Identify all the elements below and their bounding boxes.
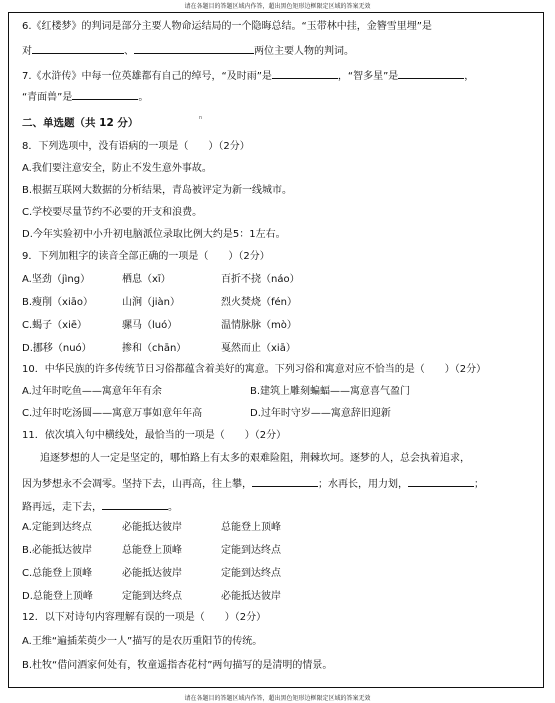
q11-a-col2: 必能抵达彼岸 [122,522,182,533]
q7-text-end2: 。 [138,92,149,103]
q9-b-col3: 烈火焚烧（fén） [221,297,298,308]
q6-blank-1[interactable] [32,43,124,54]
q11-c-col2: 必能抵达彼岸 [122,568,182,579]
q9-b-col2: 山涧（jiàn） [122,297,181,308]
q6-line1: 6.《红楼梦》的判词是部分主要人物命运结局的一个隐晦总结。“玉带林中挂，金簪雪里埋”是 [22,21,432,32]
q9-c-col1: C.蝎子（xiē） [22,320,88,331]
q12-option-a[interactable]: A.王维“遍插茱萸少一人”描写的是农历重阳节的传统。 [22,636,263,647]
q9-d-col1: D.挪移（nuó） [22,343,92,354]
q6-line2 [22,43,354,59]
q11-passage-text-end: ； [474,479,484,490]
q11-a-col3: 总能登上顶峰 [221,522,281,533]
q12-option-b[interactable]: B.杜牧“借问酒家何处有，牧童遥指杏花村”两句描写的是清明的情景。 [22,660,333,671]
q7-text-c: “青面兽”是 [22,92,73,103]
q10-option-c[interactable]: C.过年时吃汤圆——寓意万事如意年年高 [22,408,203,419]
q9-d-col3: 戛然而止（xiā） [221,343,296,354]
q11-b-col2: 总能登上顶峰 [122,545,182,556]
q6-suffix: 两位主要人物的判词。 [254,46,354,57]
q10-option-d[interactable]: D.过年时守岁——寓意辞旧迎新 [250,408,391,419]
q11-d-col2: 定能到达终点 [122,591,182,602]
q11-passage-line3 [22,499,178,515]
q11-c-col3: 定能到达终点 [221,568,281,579]
q11-b-col3: 定能到达终点 [221,545,281,556]
q9-c-col3: 温情脉脉（mò） [221,320,297,331]
q7-line1 [22,68,474,84]
q11-passage-text-a: 因为梦想永不会凋零。坚持下去，山再高，往上攀， [22,479,252,490]
q7-text-b: ，“智多星”是 [337,71,399,82]
q10-option-a[interactable]: A.过年时吃鱼——寓意年年有余 [22,386,162,397]
q9-b-col1: B.瘦削（xiāo） [22,297,93,308]
q11-blank-3[interactable] [102,499,168,510]
q11-passage-text-b: ；水再长，用力划， [318,479,408,490]
q11-passage-line1: 追逐梦想的人一定是坚定的，哪怕路上有太多的艰难险阻，荆棘坎坷。逐梦的人，总会执着追求， [40,453,470,464]
q10-stem: 10．中华民族的许多传统节日习俗都蕴含着美好的寓意。下列习俗和寓意对应不恰当的是（ ）（2分） [22,364,487,375]
q11-passage-text-c: 路再远，走下去， [22,502,102,513]
q7-blank-1[interactable] [272,68,338,79]
q11-c-col1: C.总能登上顶峰 [22,568,93,579]
q8-option-d[interactable]: D.今年实验初中小升初电脑派位录取比例大约是5：1左右。 [22,229,286,240]
q11-stem: 11．依次填入句中横线处，最恰当的一项是（ ）（2分） [22,430,287,441]
q11-a-col1: A.定能到达终点 [22,522,92,533]
q6-separator: 、 [124,46,134,57]
section-title: 二、单选题（共 12 分） [22,117,139,129]
q9-a-col1: A.坚劲（jìng） [22,274,91,285]
q8-option-c[interactable]: C.学校要尽量节约不必要的开支和浪费。 [22,207,203,218]
q9-stem: 9．下列加粗字的读音全部正确的一项是（ ）（2分） [22,251,270,262]
stray-mark: n [199,115,203,121]
q6-blank-2[interactable] [134,43,254,54]
q8-option-a[interactable]: A.我们要注意安全，防止不发生意外事故。 [22,163,212,174]
q11-d-col3: 必能抵达彼岸 [221,591,281,602]
q11-blank-2[interactable] [408,476,474,487]
q6-prefix: 对 [22,46,32,57]
q9-a-col2: 栖息（xī） [122,274,171,285]
q11-passage-text-end2: 。 [168,502,178,513]
q8-option-b[interactable]: B.根据互联网大数据的分析结果，青岛被评定为新一线城市。 [22,185,293,196]
q8-stem: 8．下列选项中，没有语病的一项是（ ）（2分） [22,141,250,152]
top-notice: 请在各题目的答题区域内作答，超出黑色矩形边框限定区域的答案无效 [184,3,371,10]
q7-blank-3[interactable] [72,89,138,100]
q10-option-b[interactable]: B.建筑上雕刻蝙蝠——寓意喜气盈门 [250,386,411,397]
q7-text-end: ， [464,71,475,82]
q9-c-col2: 骡马（luó） [122,320,178,331]
q9-d-col2: 掺和（chān） [122,343,187,354]
q12-stem: 12．以下对诗句内容理解有误的一项是（ ）（2分） [22,612,267,623]
q11-b-col1: B.必能抵达彼岸 [22,545,93,556]
q11-blank-1[interactable] [252,476,318,487]
bottom-notice: 请在各题目的答题区域内作答，超出黑色矩形边框限定区域的答案无效 [184,695,371,702]
q11-passage-line2 [22,476,484,492]
q7-line2 [22,89,148,105]
q7-text-a: 7.《水浒传》中每一位英雄都有自己的绰号，“及时雨”是 [22,71,272,82]
q9-a-col3: 百折不挠（náo） [221,274,300,285]
q11-d-col1: D.总能登上顶峰 [22,591,93,602]
q7-blank-2[interactable] [398,68,464,79]
